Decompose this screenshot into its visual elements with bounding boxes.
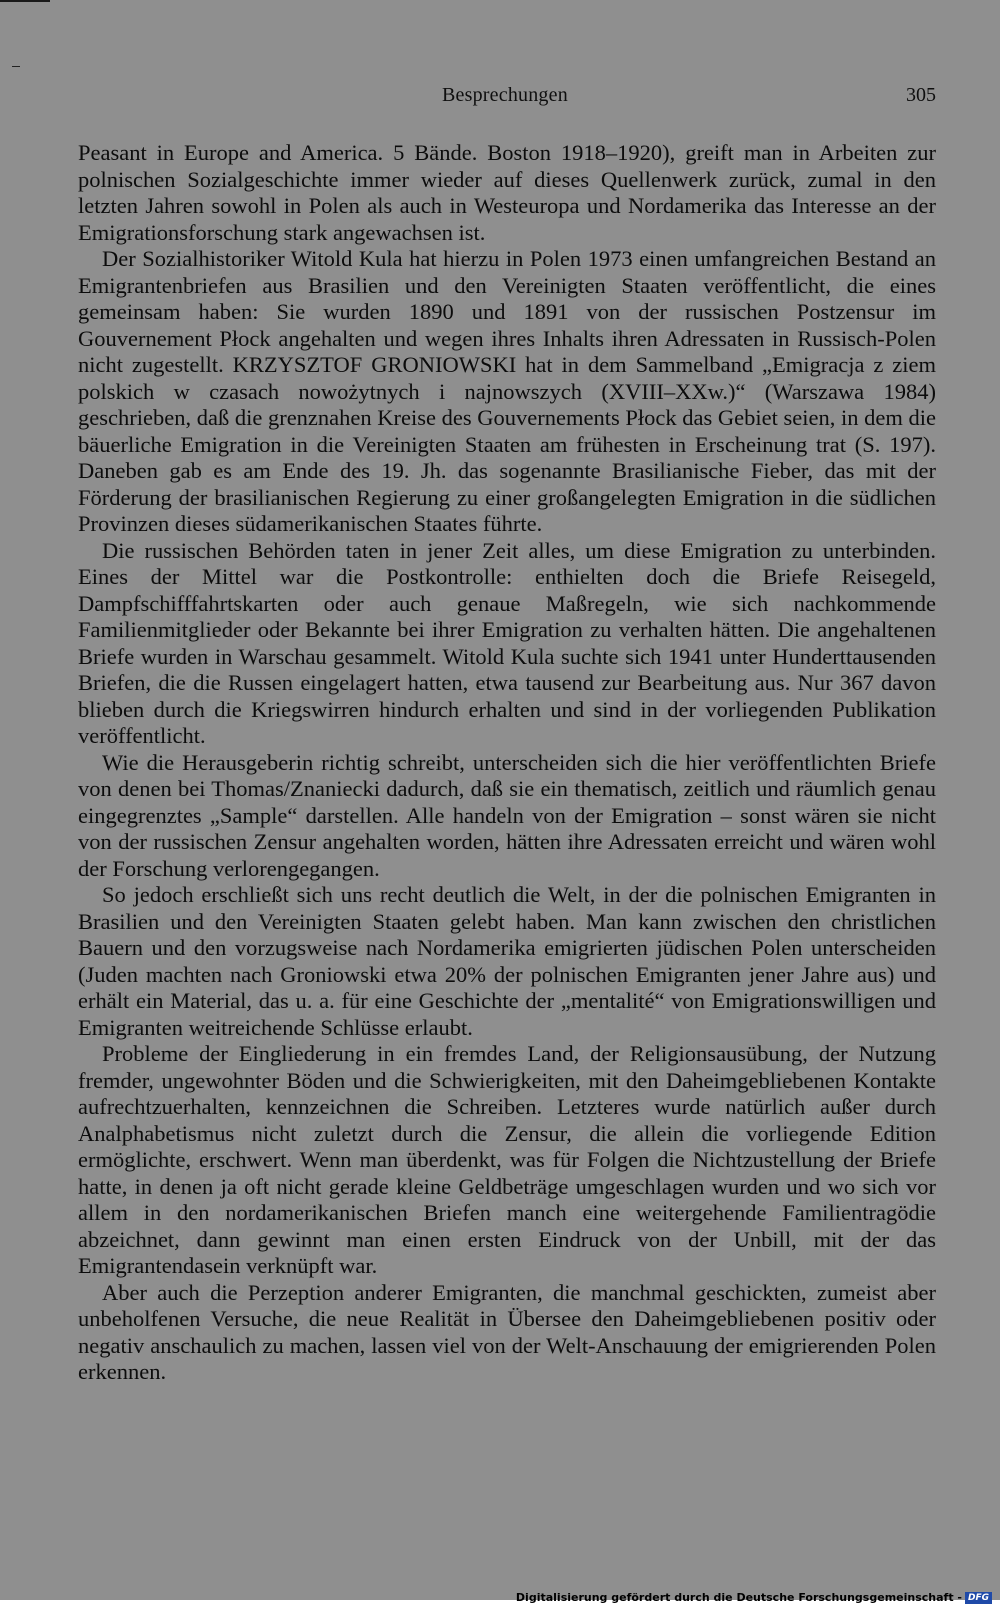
digitization-credit — [516, 1591, 992, 1604]
paragraph: Die russischen Behörden taten in jener Zeit alles, um diese Emigration zu unterbinden. Eines der Mittel war die Postkontrolle: enthielten doch die Briefe Reisegeld, Dampfschifffahrtskarten oder auch genaue Maßregeln, wie sich nachkommende Familienmitglieder oder Bekannte bei ihrer Emigration zu verhalten hätten. Die angehaltenen Briefe wurden in Warschau gesammelt. Witold Kula suchte sich 1941 unter Hunderttausenden Briefen, die die Russen eingelagert hatten, etwa tausend zur Bearbeitung aus. Nur 367 davon blieben durch die Kriegswirren hindurch erhalten und sind in der vorliegenden Publikation veröffentlicht. — [78, 537, 936, 748]
paragraph: Aber auch die Perzeption anderer Emigranten, die manchmal geschickten, zumeist aber unbeholfenen Versuche, die neue Realität in Übersee den Daheimgebliebenen positiv oder negativ anschaulich zu machen, lassen viel von der Welt-Anschauung der emigrierenden Polen erkennen. — [78, 1279, 936, 1384]
paragraph: Probleme der Eingliederung in ein fremdes Land, der Religionsausübung, der Nutzung fremder, ungewohnter Böden und die Schwierigkeiten, mit den Daheimgebliebenen Kontakte aufrechtzuerhalten, kennzeichnen die Schreiben. Letzteres wurde natürlich außer durch Analphabetismus nicht zuletzt durch die Zensur, die allein die vorliegende Edition ermöglichte, erschwert. Wenn man überdenkt, was für Folgen die Nichtzustellung der Briefe hatte, in denen ja oft nicht gerade kleine Geldbeträge umgeschlagen wurden und wo sich vor allem in den nordamerikanischen Briefen manch eine weitergehende Familientragödie abzeichnet, dann gewinnt man einen ersten Eindruck von der Unbill, mit der das Emigrantendasein verknüpft war. — [78, 1041, 936, 1278]
paragraph: So jedoch erschließt sich uns recht deutlich die Welt, in der die polnischen Emigranten in Brasilien und den Vereinigten Staaten gelebt haben. Man kann zwischen den christlichen Bauern und den vorzugsweise nach Nordamerika emigrierten jüdischen Polen unterscheiden (Juden machten nach Groniowski etwa 20% der polnischen Emigranten jener Jahre aus) und erhält ein Material, das u. a. für eine Geschichte der „mentalité“ von Emigrationswilligen und Emigranten weitreichende Schlüsse erlaubt. — [78, 882, 936, 1040]
margin-mark — [12, 66, 20, 67]
running-title: Besprechungen — [442, 84, 568, 106]
paragraph: Der Sozialhistoriker Witold Kula hat hierzu in Polen 1973 einen umfangreichen Bestand an Emigrantenbriefen aus Brasilien und den Vereinigten Staaten veröffentlicht, die eines gemeinsam haben: Sie wurden 1890 und 1891 von der russischen Postzensur im Gouvernement Płock angehalten und wegen ihres Inhalts ihren Adressaten in Russisch-Polen nicht zugestellt. KRZYSZTOF GRONIOWSKI hat in dem Sammelband „Emigracja z ziem polskich w czasach nowożytnych i najnowszych (XVIII–XXw.)“ (Warszawa 1984) geschrieben, daß die grenznahen Kreise des Gouvernements Płock das Gebiet seien, in dem die bäuerliche Emigration in die Vereinigten Staaten am frühesten in Erscheinung trat (S. 197). Daneben gab es am Ende des 19. Jh. das sogenannte Brasilianische Fieber, das mit der Förderung der brasilianischen Regierung zu einer großangelegten Emigration in die südlichen Provinzen dieses südamerikanischen Staates führte. — [78, 246, 936, 536]
page-number: 305 — [906, 84, 936, 106]
top-edge-rule — [0, 0, 50, 2]
paragraph: Wie die Herausgeberin richtig schreibt, unterscheiden sich die hier veröffentlichten Briefe von denen bei Thomas/Znaniecki dadurch, daß sie ein thematisch, zeitlich und räumlich genau eingegrenztes „Sample“ darstellen. Alle handeln von der Emigration – sonst wären sie nicht von der russischen Zensur angehalten worden, hätten ihre Adressaten erreicht und wären wohl der Forschung verlorengegangen. — [78, 749, 936, 881]
credit-text: Digitalisierung gefördert durch die Deutsche Forschungsgemeinschaft - — [515, 1591, 962, 1604]
body-text — [78, 140, 936, 1386]
dfg-logo-icon: DFG — [965, 1592, 992, 1604]
paragraph: Peasant in Europe and America. 5 Bände. Boston 1918–1920), greift man in Arbeiten zur polnischen Sozialgeschichte immer wieder auf dieses Quellenwerk zurück, zumal in den letzten Jahren sowohl in Polen als auch in Westeuropa und Nordamerika das Interesse an der Emigrationsforschung stark angewachsen ist. — [78, 140, 936, 245]
